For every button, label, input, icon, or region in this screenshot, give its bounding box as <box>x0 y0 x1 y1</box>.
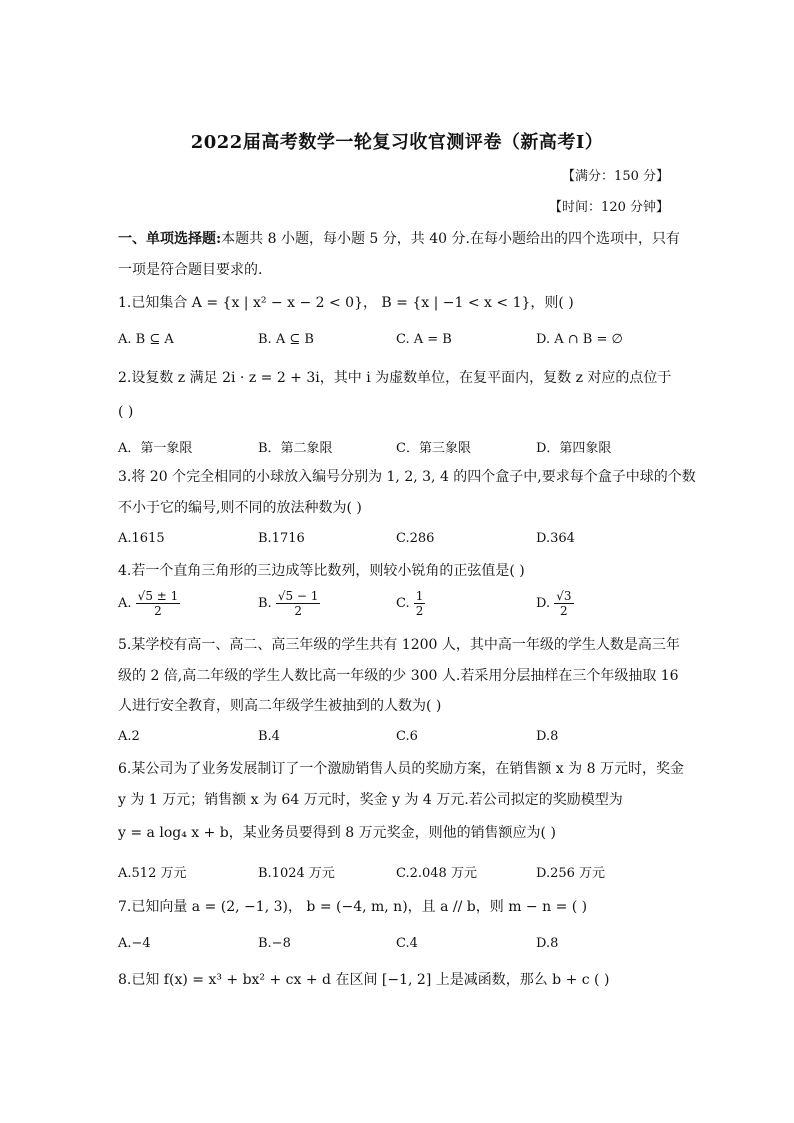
section-intro-text: 本题共 8 小题，每小题 5 分，共 40 分.在每小题给出的四个选项中，只有 <box>221 231 680 247</box>
question-3-text-line-2: 不小于它的编号,则不同的放法种数为( ) <box>118 500 362 516</box>
option-b: B．第二象限 <box>258 441 333 456</box>
option-a: A.1615 <box>118 531 165 546</box>
fraction: $\frac{√5 - 1}{2}$ <box>277 589 319 618</box>
option-c: C. A = B <box>396 332 452 347</box>
question-2-options <box>118 437 678 457</box>
option-c: C.6 <box>396 729 418 744</box>
question-5-text-line-2: 级的 2 倍,高二年级的学生人数比高一年级的少 300 人.若采用分层抽样在三个年级抽取 16 <box>118 668 679 684</box>
question-2-text: 2.设复数 z 满足 2i · z = 2 + 3i，其中 i 为虚数单位，在复平面内，复数 z 对应的点位于 <box>118 370 672 386</box>
question-4-text: 4.若一个直角三角形的三边成等比数列，则较小锐角的正弦值是( ) <box>118 563 525 579</box>
option-a: A. B ⊆ A <box>118 332 174 347</box>
option-c: C. $\frac{1}{2}$ <box>396 589 424 618</box>
option-d: D. A ∩ B = ∅ <box>536 332 623 347</box>
fraction: $\frac{√3}{2}$ <box>556 589 572 618</box>
option-d: D．第四象限 <box>536 441 612 456</box>
option-b: B.1716 <box>258 531 305 546</box>
question-3-options <box>118 531 678 551</box>
question-4-options <box>118 589 678 623</box>
option-c: C.286 <box>396 531 435 546</box>
section-intro <box>118 230 678 248</box>
fraction: $\frac{√5 \pm 1}{2}$ <box>137 589 179 618</box>
question-6-text-line-3: y = a log₄ x + b，某业务员要得到 8 万元奖金，则他的销售额应为( ) <box>118 825 556 841</box>
score-note: 【满分：150 分】 <box>562 169 669 184</box>
question-3-text: 3.将 20 个完全相同的小球放入编号分别为 1, 2, 3, 4 的四个盒子中,要求每个盒子中球的个数 <box>118 469 696 485</box>
question-6-text: 6.某公司为了业务发展制订了一个激励销售人员的奖励方案，在销售额 x 为 8 万元时，奖金 <box>118 761 684 777</box>
option-a: A.−4 <box>118 936 151 951</box>
question-1-options <box>118 332 678 352</box>
question-1-text: 1.已知集合 A = {x | x² − x − 2 < 0}， B = {x | −1 < x < 1}，则( ) <box>118 295 574 311</box>
option-c: C.4 <box>396 936 418 951</box>
option-d: D.364 <box>536 531 575 546</box>
question-8-text: 8.已知 f(x) = x³ + bx² + cx + d 在区间 [−1, 2] 上是减函数，那么 b + c ( ) <box>118 972 610 988</box>
option-a: A.2 <box>118 729 140 744</box>
time-note: 【时间：120 分钟】 <box>549 200 669 215</box>
option-d: D.256 万元 <box>536 866 606 881</box>
page-title: 2022届高考数学一轮复习收官测评卷（新高考Ⅰ） <box>190 132 604 153</box>
question-6-text-line-2: y 为 1 万元；销售额 x 为 64 万元时，奖金 y 为 4 万元.若公司拟定的奖励模型为 <box>118 792 623 808</box>
option-d: D.8 <box>536 936 559 951</box>
question-5-options <box>118 729 678 749</box>
section-intro-line-2: 一项是符合题目要求的. <box>118 262 263 278</box>
option-b: B. $\frac{√5 - 1}{2}$ <box>258 589 319 618</box>
question-7-options <box>118 936 678 956</box>
option-b: B.1024 万元 <box>258 866 335 881</box>
fraction: $\frac{1}{2}$ <box>415 589 424 618</box>
question-5-text: 5.某学校有高一、高二、高三年级的学生共有 1200 人，其中高一年级的学生人数是高三年 <box>118 637 680 653</box>
option-a: A. $\frac{√5 \pm 1}{2}$ <box>118 589 179 618</box>
question-5-text-line-3: 人进行安全教育，则高二年级学生被抽到的人数为( ) <box>118 698 442 714</box>
option-a: A．第一象限 <box>118 441 193 456</box>
question-2-text-line-2: ( ) <box>118 404 134 420</box>
option-c: C．第三象限 <box>396 441 471 456</box>
question-7-text: 7.已知向量 a = (2, −1, 3)， b = (−4, m, n)，且 a // b，则 m − n = ( ) <box>118 899 588 915</box>
option-b: B. A ⊆ B <box>258 332 314 347</box>
option-b: B.4 <box>258 729 280 744</box>
option-b: B.−8 <box>258 936 291 951</box>
option-d: D. $\frac{√3}{2}$ <box>536 589 572 618</box>
option-a: A.512 万元 <box>118 866 187 881</box>
question-6-options <box>118 862 678 882</box>
section-heading: 一、单项选择题: <box>118 231 222 247</box>
option-c: C.2.048 万元 <box>396 866 477 881</box>
option-d: D.8 <box>536 729 559 744</box>
